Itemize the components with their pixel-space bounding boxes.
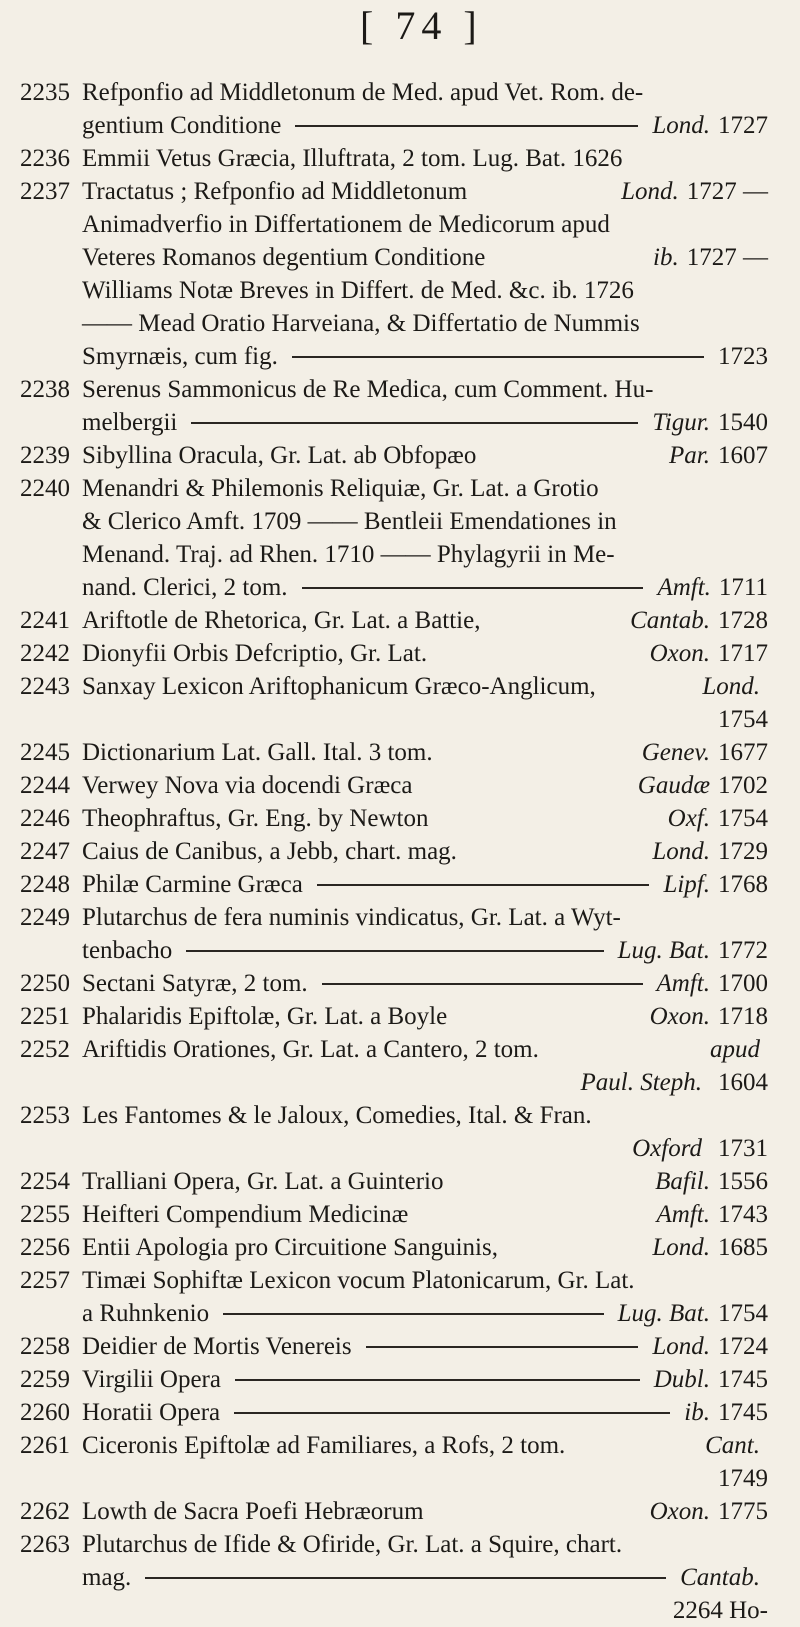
entry-line bbox=[20, 1099, 768, 1132]
rule-dash bbox=[145, 1577, 666, 1579]
catalog-entry bbox=[20, 1330, 768, 1363]
imprint-year: 1700 bbox=[718, 970, 768, 997]
entry-text: Smyrnæis, cum fig. bbox=[82, 343, 278, 370]
catalog-entry bbox=[20, 769, 768, 802]
entry-line bbox=[20, 703, 768, 736]
catalog-entry bbox=[20, 1198, 768, 1231]
entry-number: 2252 bbox=[20, 1036, 70, 1063]
entry-number: 2247 bbox=[20, 838, 70, 865]
imprint-year: 1711 bbox=[718, 574, 768, 601]
imprint-year: 1772 bbox=[718, 937, 768, 964]
entry-line bbox=[20, 406, 768, 439]
catalog-entry bbox=[20, 1429, 768, 1495]
entry-line bbox=[20, 142, 768, 175]
imprint-place: Lug. Bat. bbox=[617, 937, 710, 964]
catalog-entry bbox=[20, 1165, 768, 1198]
catalog-entry bbox=[20, 1528, 768, 1627]
entry-number: 2238 bbox=[20, 376, 70, 403]
entry-number: 2251 bbox=[20, 1003, 70, 1030]
entry-text: Sanxay Lexicon Ariftophanicum Græco-Anglicum, bbox=[82, 673, 596, 700]
catalog-entry bbox=[20, 1363, 768, 1396]
imprint-place: Oxford bbox=[632, 1135, 702, 1162]
catalog-entry bbox=[20, 439, 768, 472]
entry-line bbox=[20, 1594, 768, 1627]
entry-text: Menandri & Philemonis Reliquiæ, Gr. Lat. a Grotio bbox=[82, 475, 599, 502]
entry-line bbox=[20, 1462, 768, 1495]
imprint-place: Amft. bbox=[657, 574, 711, 601]
entry-number: 2239 bbox=[20, 442, 70, 469]
entry-line bbox=[20, 538, 768, 571]
imprint-year: 1718 bbox=[718, 1003, 768, 1030]
imprint-year: 1749 bbox=[718, 1465, 768, 1492]
entry-number: 2245 bbox=[20, 739, 70, 766]
entry-line bbox=[20, 868, 768, 901]
imprint-year: 1604 bbox=[718, 1069, 768, 1096]
entry-line bbox=[20, 1264, 768, 1297]
entry-text: gentium Conditione bbox=[82, 112, 282, 139]
imprint-place: ib. bbox=[653, 244, 679, 271]
entry-line bbox=[20, 1000, 768, 1033]
rule-dash bbox=[317, 884, 650, 886]
entry-text: Les Fantomes & le Jaloux, Comedies, Ital. & Fran. bbox=[82, 1102, 592, 1129]
entry-line bbox=[20, 967, 768, 1000]
imprint-place: Lond. bbox=[652, 1234, 710, 1261]
entry-line bbox=[20, 670, 768, 703]
imprint-place: Cant. bbox=[705, 1432, 760, 1459]
entry-text: Sectani Satyræ, 2 tom. bbox=[82, 970, 308, 997]
imprint-year: 1727 bbox=[718, 112, 768, 139]
imprint-place: Dubl. bbox=[653, 1366, 710, 1393]
entry-line bbox=[20, 1396, 768, 1429]
entry-text: Ariftidis Orationes, Gr. Lat. a Cantero, 2 tom. bbox=[82, 1036, 539, 1063]
catalog-entry bbox=[20, 670, 768, 736]
catalog-entry bbox=[20, 1000, 768, 1033]
entry-text: tenbacho bbox=[82, 937, 173, 964]
entry-number: 2253 bbox=[20, 1102, 70, 1129]
entry-number: 2254 bbox=[20, 1168, 70, 1195]
entry-line bbox=[20, 1165, 768, 1198]
page-number: [ 74 ] bbox=[360, 3, 483, 48]
imprint-year: 1723 bbox=[718, 343, 768, 370]
entry-number: 2259 bbox=[20, 1366, 70, 1393]
entry-text: Lowth de Sacra Poefi Hebræorum bbox=[82, 1498, 424, 1525]
imprint-year: 1731 bbox=[718, 1135, 768, 1162]
entry-number: 2255 bbox=[20, 1201, 70, 1228]
entry-number: 2240 bbox=[20, 475, 70, 502]
entry-line bbox=[20, 736, 768, 769]
rule-dash bbox=[322, 983, 643, 985]
catalog-entry bbox=[20, 1033, 768, 1099]
entry-number: 2258 bbox=[20, 1333, 70, 1360]
entry-text: Verwey Nova via docendi Græca bbox=[82, 772, 413, 799]
entry-text: Refponfio ad Middletonum de Med. apud Vet. Rom. de- bbox=[82, 79, 644, 106]
entry-text: Dionyfii Orbis Defcriptio, Gr. Lat. bbox=[82, 640, 428, 667]
entry-text: & Clerico Amft. 1709 —— Bentleii Emendationes in bbox=[82, 508, 617, 535]
entry-text: Emmii Vetus Græcia, Illuftrata, 2 tom. Lug. Bat. 1626 bbox=[82, 145, 623, 172]
imprint-year: 1754 bbox=[718, 1300, 768, 1327]
catalog-entry bbox=[20, 868, 768, 901]
catalog-entry bbox=[20, 1099, 768, 1165]
imprint-place: Oxf. bbox=[667, 805, 710, 832]
entry-line bbox=[20, 1561, 768, 1594]
rule-dash bbox=[295, 125, 638, 127]
entry-number: 2262 bbox=[20, 1498, 70, 1525]
catalog-entry bbox=[20, 802, 768, 835]
imprint-place: ib. bbox=[684, 1399, 710, 1426]
entry-number: 2242 bbox=[20, 640, 70, 667]
imprint-place: Lond. bbox=[652, 1333, 710, 1360]
imprint-year: 1607 bbox=[718, 442, 768, 469]
entry-number: 2260 bbox=[20, 1399, 70, 1426]
imprint-place: Lug. Bat. bbox=[617, 1300, 710, 1327]
entry-text: Timæi Sophiftæ Lexicon vocum Platonicarum, Gr. Lat. bbox=[82, 1267, 635, 1294]
entry-line bbox=[20, 1132, 768, 1165]
imprint-place: Lond. bbox=[621, 178, 679, 205]
entry-text: mag. bbox=[82, 1564, 132, 1591]
imprint-year: 1729 bbox=[718, 838, 768, 865]
imprint-place: Paul. Steph. bbox=[580, 1069, 702, 1096]
imprint-place: Amft. bbox=[656, 970, 710, 997]
catalog-entry bbox=[20, 76, 768, 142]
entry-text: melbergii bbox=[82, 409, 178, 436]
entry-number: 2236 bbox=[20, 145, 70, 172]
entry-line bbox=[20, 373, 768, 406]
entry-number: 2256 bbox=[20, 1234, 70, 1261]
catalog-entry bbox=[20, 373, 768, 439]
imprint-year: 1727 — bbox=[686, 244, 768, 271]
entry-line bbox=[20, 109, 768, 142]
entry-text: Ciceronis Epiftolæ ad Familiares, a Rofs, 2 tom. bbox=[82, 1432, 566, 1459]
entry-text: Caius de Canibus, a Jebb, chart. mag. bbox=[82, 838, 457, 865]
imprint-year: 1728 bbox=[718, 607, 768, 634]
catalog-entry bbox=[20, 835, 768, 868]
entry-line bbox=[20, 901, 768, 934]
entry-line bbox=[20, 175, 768, 208]
catalog-entry bbox=[20, 901, 768, 967]
imprint-place: Genev. bbox=[641, 739, 710, 766]
entry-text: Plutarchus de Ifide & Ofiride, Gr. Lat. a Squire, chart. bbox=[82, 1531, 623, 1558]
entry-number: 2250 bbox=[20, 970, 70, 997]
entry-line bbox=[20, 1330, 768, 1363]
catalog-entry bbox=[20, 1264, 768, 1330]
entry-text: Entii Apologia pro Circuitione Sanguinis, bbox=[82, 1234, 498, 1261]
entry-line bbox=[20, 1231, 768, 1264]
catalog-entry bbox=[20, 1231, 768, 1264]
entry-text: Phalaridis Epiftolæ, Gr. Lat. a Boyle bbox=[82, 1003, 448, 1030]
entry-line bbox=[20, 934, 768, 967]
entry-text: Virgilii Opera bbox=[82, 1366, 221, 1393]
entry-number: 2235 bbox=[20, 79, 70, 106]
rule-dash bbox=[234, 1412, 670, 1414]
catalog-entry bbox=[20, 604, 768, 637]
imprint-place: Lond. bbox=[702, 673, 760, 700]
entry-text: Heifteri Compendium Medicinæ bbox=[82, 1201, 409, 1228]
entry-text: Veteres Romanos degentium Conditione bbox=[82, 244, 486, 271]
entry-line bbox=[20, 1066, 768, 1099]
imprint-year: 1685 bbox=[718, 1234, 768, 1261]
entry-text: Williams Notæ Breves in Differt. de Med. &c. ib. 1726 bbox=[82, 277, 634, 304]
imprint-place: Oxon. bbox=[649, 1003, 710, 1030]
imprint-year: 1754 bbox=[718, 805, 768, 832]
rule-dash bbox=[191, 422, 638, 424]
imprint-place: apud bbox=[710, 1036, 760, 1063]
entry-line bbox=[20, 274, 768, 307]
entry-line bbox=[20, 76, 768, 109]
imprint-year: 1717 bbox=[718, 640, 768, 667]
entry-number: 2243 bbox=[20, 673, 70, 700]
entry-number: 2246 bbox=[20, 805, 70, 832]
imprint-year: 1745 bbox=[718, 1399, 768, 1426]
entry-text: Sibyllina Oracula, Gr. Lat. ab Obfopæo bbox=[82, 442, 477, 469]
catalog-entry bbox=[20, 1495, 768, 1528]
entry-line bbox=[20, 1495, 768, 1528]
entry-number: 2257 bbox=[20, 1267, 70, 1294]
rule-dash bbox=[292, 356, 704, 358]
imprint-place: Cantab. bbox=[630, 607, 710, 634]
imprint-place: Amft. bbox=[656, 1201, 710, 1228]
catalog-entry bbox=[20, 142, 768, 175]
entry-text: Tractatus ; Refponfio ad Middletonum bbox=[82, 178, 468, 205]
entry-text: Animadverfio in Differtationem de Medicorum apud bbox=[82, 211, 610, 238]
entry-text: Deidier de Mortis Venereis bbox=[82, 1333, 352, 1360]
catalog-entry bbox=[20, 637, 768, 670]
entry-line bbox=[20, 340, 768, 373]
entry-line bbox=[20, 1198, 768, 1231]
entry-text: nand. Clerici, 2 tom. bbox=[82, 574, 288, 601]
entry-number: 2261 bbox=[20, 1432, 70, 1459]
rule-dash bbox=[186, 950, 603, 952]
entry-text: Ariftotle de Rhetorica, Gr. Lat. a Battie, bbox=[82, 607, 481, 634]
entry-number: 2249 bbox=[20, 904, 70, 931]
catalog-entry bbox=[20, 967, 768, 1000]
imprint-year: 1677 bbox=[718, 739, 768, 766]
entry-text: a Ruhnkenio bbox=[82, 1300, 210, 1327]
imprint-year: 1754 bbox=[718, 706, 768, 733]
imprint-year: 1768 bbox=[718, 871, 768, 898]
entry-text: Tralliani Opera, Gr. Lat. a Guinterio bbox=[82, 1168, 444, 1195]
entry-text: Horatii Opera bbox=[82, 1399, 221, 1426]
entry-text: Dictionarium Lat. Gall. Ital. 3 tom. bbox=[82, 739, 433, 766]
entry-line bbox=[20, 307, 768, 340]
entry-number: 2263 bbox=[20, 1531, 70, 1558]
catalog-entry bbox=[20, 175, 768, 373]
entry-line bbox=[20, 1033, 768, 1066]
entry-line bbox=[20, 571, 768, 604]
entry-number: 2241 bbox=[20, 607, 70, 634]
imprint-place: Cantab. bbox=[680, 1564, 760, 1591]
rule-dash bbox=[302, 587, 644, 589]
imprint-place: Oxon. bbox=[649, 640, 710, 667]
entry-line bbox=[20, 472, 768, 505]
rule-dash bbox=[235, 1379, 640, 1381]
rule-dash bbox=[366, 1346, 639, 1348]
imprint-year: 1727 — bbox=[686, 178, 768, 205]
entry-line bbox=[20, 1297, 768, 1330]
imprint-place: Lond. bbox=[652, 112, 710, 139]
entry-line bbox=[20, 1528, 768, 1561]
entry-text: Plutarchus de fera numinis vindicatus, Gr. Lat. a Wyt- bbox=[82, 904, 621, 931]
entry-text: Theophraftus, Gr. Eng. by Newton bbox=[82, 805, 429, 832]
imprint-year: 1540 bbox=[718, 409, 768, 436]
entry-number: 2244 bbox=[20, 772, 70, 799]
entry-line bbox=[20, 1363, 768, 1396]
entry-text: Serenus Sammonicus de Re Medica, cum Comment. Hu- bbox=[82, 376, 654, 403]
imprint-year: 1724 bbox=[718, 1333, 768, 1360]
imprint-place: Tigur. bbox=[652, 409, 710, 436]
catalog-entry bbox=[20, 1396, 768, 1429]
entry-text: —— Mead Oratio Harveiana, & Differtatio de Nummis bbox=[82, 310, 640, 337]
entry-line bbox=[20, 604, 768, 637]
rule-dash bbox=[223, 1313, 604, 1315]
imprint-place: Oxon. bbox=[649, 1498, 710, 1525]
catalog-list bbox=[20, 76, 768, 1627]
catalog-entry bbox=[20, 472, 768, 604]
imprint-year: 1775 bbox=[718, 1498, 768, 1525]
imprint-place: Gaudæ bbox=[637, 772, 710, 799]
imprint-place: Lipf. bbox=[663, 871, 710, 898]
imprint-year: 1702 bbox=[718, 772, 768, 799]
entry-line bbox=[20, 208, 768, 241]
entry-line bbox=[20, 802, 768, 835]
entry-line bbox=[20, 439, 768, 472]
entry-line bbox=[20, 835, 768, 868]
imprint-year: 1556 bbox=[718, 1168, 768, 1195]
entry-number: 2237 bbox=[20, 178, 70, 205]
entry-number: 2248 bbox=[20, 871, 70, 898]
entry-text: Menand. Traj. ad Rhen. 1710 —— Phylagyrii in Me- bbox=[82, 541, 615, 568]
imprint-place: Par. bbox=[669, 442, 710, 469]
catalog-entry bbox=[20, 736, 768, 769]
entry-line bbox=[20, 769, 768, 802]
entry-text: Philæ Carmine Græca bbox=[82, 871, 303, 898]
imprint-place: Lond. bbox=[652, 838, 710, 865]
entry-line bbox=[20, 637, 768, 670]
imprint-place: Bafil. bbox=[655, 1168, 710, 1195]
entry-line bbox=[20, 505, 768, 538]
imprint-year: 2264 Ho- bbox=[672, 1597, 768, 1624]
entry-line bbox=[20, 241, 768, 274]
imprint-year: 1745 bbox=[718, 1366, 768, 1393]
imprint-year: 1743 bbox=[718, 1201, 768, 1228]
entry-line bbox=[20, 1429, 768, 1462]
